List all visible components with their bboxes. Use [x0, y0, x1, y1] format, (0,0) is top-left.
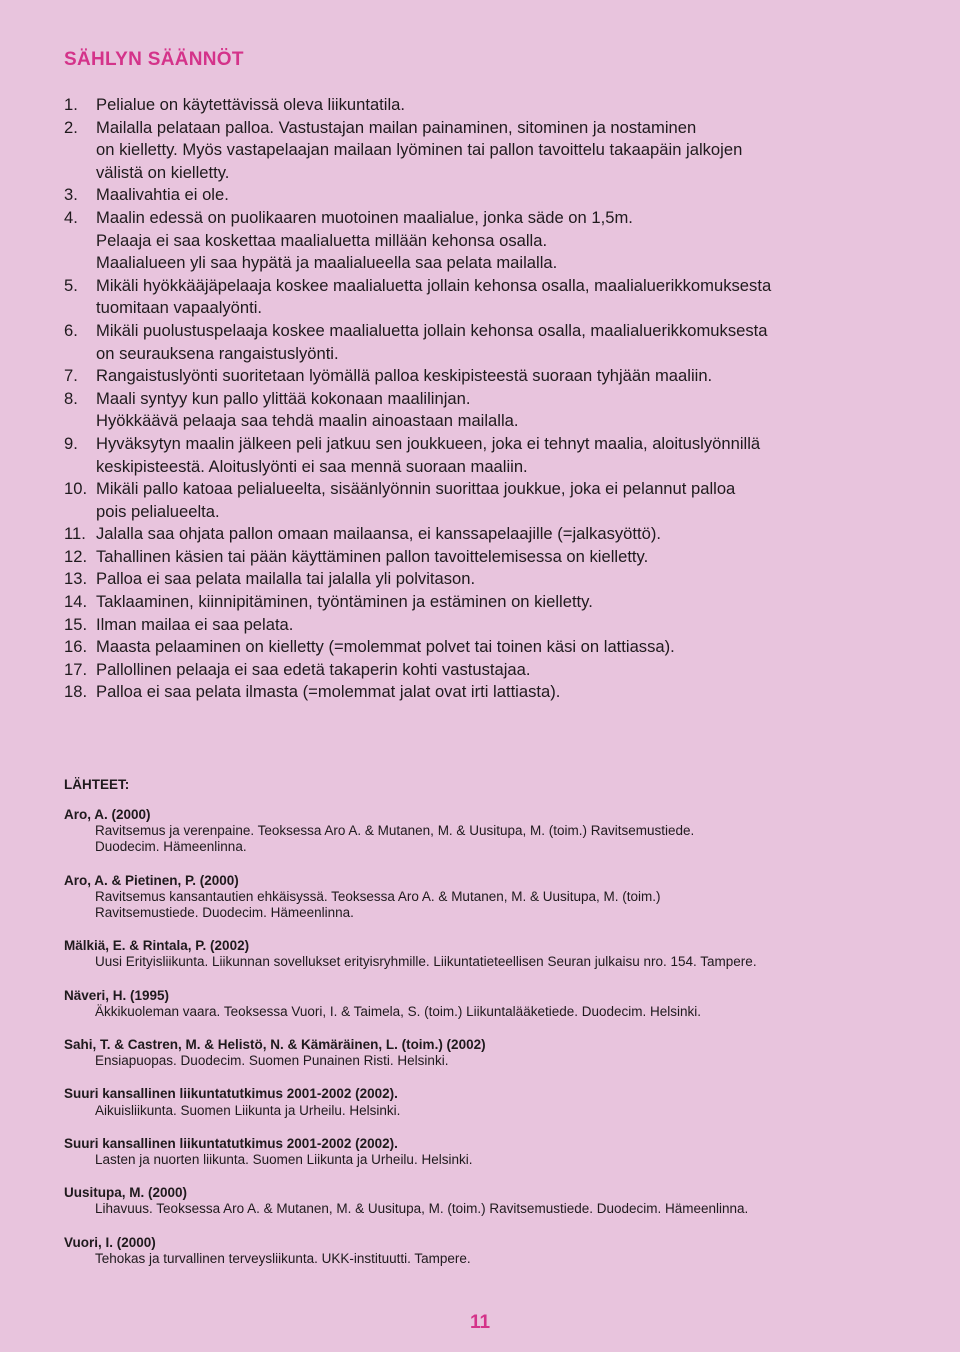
- rule-number: 9.: [64, 433, 78, 453]
- rule-text-line: Mikäli hyökkääjäpelaaja koskee maalialuetta jollain kehonsa osalla, maalialuerikkomuksesta: [96, 275, 772, 295]
- rule-number: 10.: [64, 479, 88, 499]
- reference-author: Aro, A. (2000): [64, 807, 151, 822]
- rule-text-line: Tahallinen käsien tai pään käyttäminen pallon tavoittelemisessa on kielletty.: [96, 546, 649, 566]
- rule-text-line: tuomitaan vapaalyönti.: [96, 298, 263, 318]
- references-heading: LÄHTEET:: [64, 777, 130, 792]
- rule-text-line: Maali syntyy kun pallo ylittää kokonaan maalilinjan.: [96, 388, 471, 408]
- rule-number: 18.: [64, 682, 88, 702]
- rule-item: [64, 614, 904, 637]
- rule-number: 11.: [64, 524, 86, 544]
- reference-entry: [64, 1185, 924, 1217]
- rule-text-line: Palloa ei saa pelata ilmasta (=molemmat jalat ovat irti lattiasta).: [96, 682, 561, 702]
- rule-text: [96, 94, 904, 117]
- rule-text-line: Maalivahtia ei ole.: [96, 185, 229, 205]
- rule-text-line: on kielletty. Myös vastapelaajan mailaan lyöminen tai pallon tavoittelu takaapäin jalkojen: [96, 140, 743, 160]
- rule-text-line: Mikäli puolustuspelaaja koskee maalialuetta jollain kehonsa osalla, maalialuerikkomuksesta: [96, 320, 768, 340]
- rule-text-line: pois pelialueelta.: [96, 501, 220, 521]
- rule-text-line: välistä on kielletty.: [96, 162, 230, 182]
- rule-item: [64, 207, 904, 275]
- references-list: [64, 807, 924, 1284]
- reference-detail: Äkkikuoleman vaara. Teoksessa Vuori, I. & Taimela, S. (toim.) Liikuntalääketiede. Duodecim. Helsinki.: [95, 1003, 702, 1019]
- reference-author: Aro, A. & Pietinen, P. (2000): [64, 872, 239, 888]
- reference-detail: Uusi Erityisliikunta. Liikunnan sovellukset erityisryhmille. Liikuntatieteellisen Seuran julkaisu nro. 154. Tampere.: [95, 954, 757, 970]
- rule-text-line: Mailalla pelataan palloa. Vastustajan mailan painaminen, sitominen ja nostaminen: [96, 117, 697, 137]
- reference-author: Vuori, I. (2000): [64, 1234, 156, 1250]
- rules-list: [64, 94, 904, 704]
- reference-author: Suuri kansallinen liikuntatutkimus 2001-2002 (2002).: [64, 1086, 398, 1102]
- rule-text: [96, 591, 904, 614]
- rule-text-line: Hyväksytyn maalin jälkeen peli jatkuu sen joukkueen, joka ei tehnyt maalia, aloituslyönnillä: [96, 433, 761, 453]
- rule-text-line: Pelialue on käytettävissä oleva liikuntatila.: [96, 95, 406, 114]
- rule-text: [96, 523, 904, 546]
- reference-detail: Tehokas ja turvallinen terveysliikunta. UKK-instituutti. Tampere.: [95, 1250, 471, 1266]
- rule-text-line: Taklaaminen, kiinnipitäminen, työntäminen ja estäminen on kielletty.: [96, 592, 593, 612]
- rule-item: [64, 546, 904, 569]
- rule-number: 12.: [64, 546, 88, 566]
- rule-item: [64, 388, 904, 433]
- reference-entry: [64, 1086, 924, 1118]
- reference-author: Uusitupa, M. (2000): [64, 1185, 188, 1201]
- rule-text: [96, 546, 904, 569]
- reference-detail: Lasten ja nuorten liikunta. Suomen Liikunta ja Urheilu. Helsinki.: [95, 1152, 473, 1168]
- reference-detail: Ravitsemus ja verenpaine. Teoksessa Aro A. & Mutanen, M. & Uusitupa, M. (toim.) Ravitsemustiede.: [95, 823, 695, 839]
- reference-entry: [64, 873, 924, 922]
- rule-number: 8.: [64, 388, 78, 408]
- reference-entry: [64, 1235, 924, 1267]
- rule-text: [96, 275, 904, 320]
- rule-number: 13.: [64, 569, 88, 589]
- rule-number: 7.: [64, 366, 78, 386]
- reference-detail: Lihavuus. Teoksessa Aro A. & Mutanen, M. & Uusitupa, M. (toim.) Ravitsemustiede. Duodecim. Hämeenlinna.: [95, 1201, 749, 1217]
- page-title: SÄHLYN SÄÄNNÖT: [64, 49, 244, 70]
- rule-text-line: Pelaaja ei saa koskettaa maalialuetta millään kehonsa osalla.: [96, 230, 548, 250]
- rule-text: [96, 433, 904, 478]
- rule-item: [64, 117, 904, 185]
- reference-detail: Ravitsemus kansantautien ehkäisyssä. Teoksessa Aro A. & Mutanen, M. & Uusitupa, M. (toim.): [95, 888, 661, 904]
- rule-item: [64, 636, 904, 659]
- reference-detail: Aikuisliikunta. Suomen Liikunta ja Urheilu. Helsinki.: [95, 1102, 401, 1118]
- rule-item: [64, 659, 904, 682]
- rule-number: 17.: [64, 659, 88, 679]
- rule-text-line: on seurauksena rangaistuslyönti.: [96, 343, 339, 363]
- rule-text: [96, 681, 904, 704]
- rule-text: [96, 659, 904, 682]
- rule-text: [96, 388, 904, 433]
- rule-text: [96, 365, 904, 388]
- rule-item: [64, 433, 904, 478]
- rule-item: [64, 681, 904, 704]
- rule-number: 3.: [64, 185, 78, 205]
- rule-text-line: Jalalla saa ohjata pallon omaan mailaansa, ei kanssapelaajille (=jalkasyöttö).: [96, 524, 661, 544]
- rule-item: [64, 275, 904, 320]
- rule-text: [96, 478, 904, 523]
- rule-text: [96, 614, 904, 637]
- rule-item: [64, 568, 904, 591]
- reference-detail: Ravitsemustiede. Duodecim. Hämeenlinna.: [95, 905, 354, 921]
- rule-item: [64, 523, 904, 546]
- rule-number: 4.: [64, 207, 78, 227]
- rule-text-line: Hyökkäävä pelaaja saa tehdä maalin ainoastaan mailalla.: [96, 411, 519, 431]
- reference-entry: [64, 988, 924, 1020]
- rule-item: [64, 591, 904, 614]
- rule-number: 15.: [64, 614, 88, 634]
- rule-text-line: Maalin edessä on puolikaaren muotoinen maalialue, jonka säde on 1,5m.: [96, 207, 633, 227]
- rule-item: [64, 365, 904, 388]
- rule-item: [64, 184, 904, 207]
- rule-text: [96, 184, 904, 207]
- rule-text-line: Pallollinen pelaaja ei saa edetä takaperin kohti vastustajaa.: [96, 659, 531, 679]
- reference-entry: [64, 938, 924, 970]
- rule-text: [96, 117, 904, 185]
- rule-text: [96, 207, 904, 275]
- rule-number: 1.: [64, 95, 78, 114]
- rule-text-line: keskipisteestä. Aloituslyönti ei saa mennä suoraan maaliin.: [96, 456, 528, 476]
- rule-text: [96, 320, 904, 365]
- rule-text-line: Mikäli pallo katoaa pelialueelta, sisäänlyönnin suorittaa joukkue, joka ei pelannut palloa: [96, 479, 736, 499]
- rule-text-line: Ilman mailaa ei saa pelata.: [96, 614, 294, 634]
- rule-text: [96, 568, 904, 591]
- rule-text-line: Rangaistuslyönti suoritetaan lyömällä palloa keskipisteestä suoraan tyhjään maaliin.: [96, 366, 713, 386]
- reference-author: Mälkiä, E. & Rintala, P. (2002): [64, 938, 250, 954]
- rule-number: 5.: [64, 275, 78, 295]
- reference-detail: Duodecim. Hämeenlinna.: [95, 839, 247, 855]
- reference-author: Sahi, T. & Castren, M. & Helistö, N. & Kämäräinen, L. (toim.) (2002): [64, 1037, 486, 1053]
- rule-text: [96, 636, 904, 659]
- rule-text-line: Palloa ei saa pelata mailalla tai jalalla yli polvitason.: [96, 569, 476, 589]
- page-number: 11: [469, 1312, 491, 1333]
- rule-item: [64, 94, 904, 117]
- reference-detail: Ensiapuopas. Duodecim. Suomen Punainen Risti. Helsinki.: [95, 1053, 449, 1069]
- rule-text-line: Maalialueen yli saa hypätä ja maalialueella saa pelata mailalla.: [96, 253, 558, 273]
- rule-number: 2.: [64, 117, 78, 137]
- rule-item: [64, 320, 904, 365]
- reference-author: Näveri, H. (1995): [64, 987, 170, 1003]
- rule-item: [64, 478, 904, 523]
- reference-entry: [64, 807, 924, 856]
- reference-entry: [64, 1037, 924, 1069]
- rule-number: 14.: [64, 592, 88, 612]
- rule-number: 6.: [64, 320, 78, 340]
- reference-entry: [64, 1136, 924, 1168]
- reference-author: Suuri kansallinen liikuntatutkimus 2001-2002 (2002).: [64, 1135, 398, 1151]
- rule-text-line: Maasta pelaaminen on kielletty (=molemmat polvet tai toinen käsi on lattiassa).: [96, 637, 675, 657]
- rule-number: 16.: [64, 637, 88, 657]
